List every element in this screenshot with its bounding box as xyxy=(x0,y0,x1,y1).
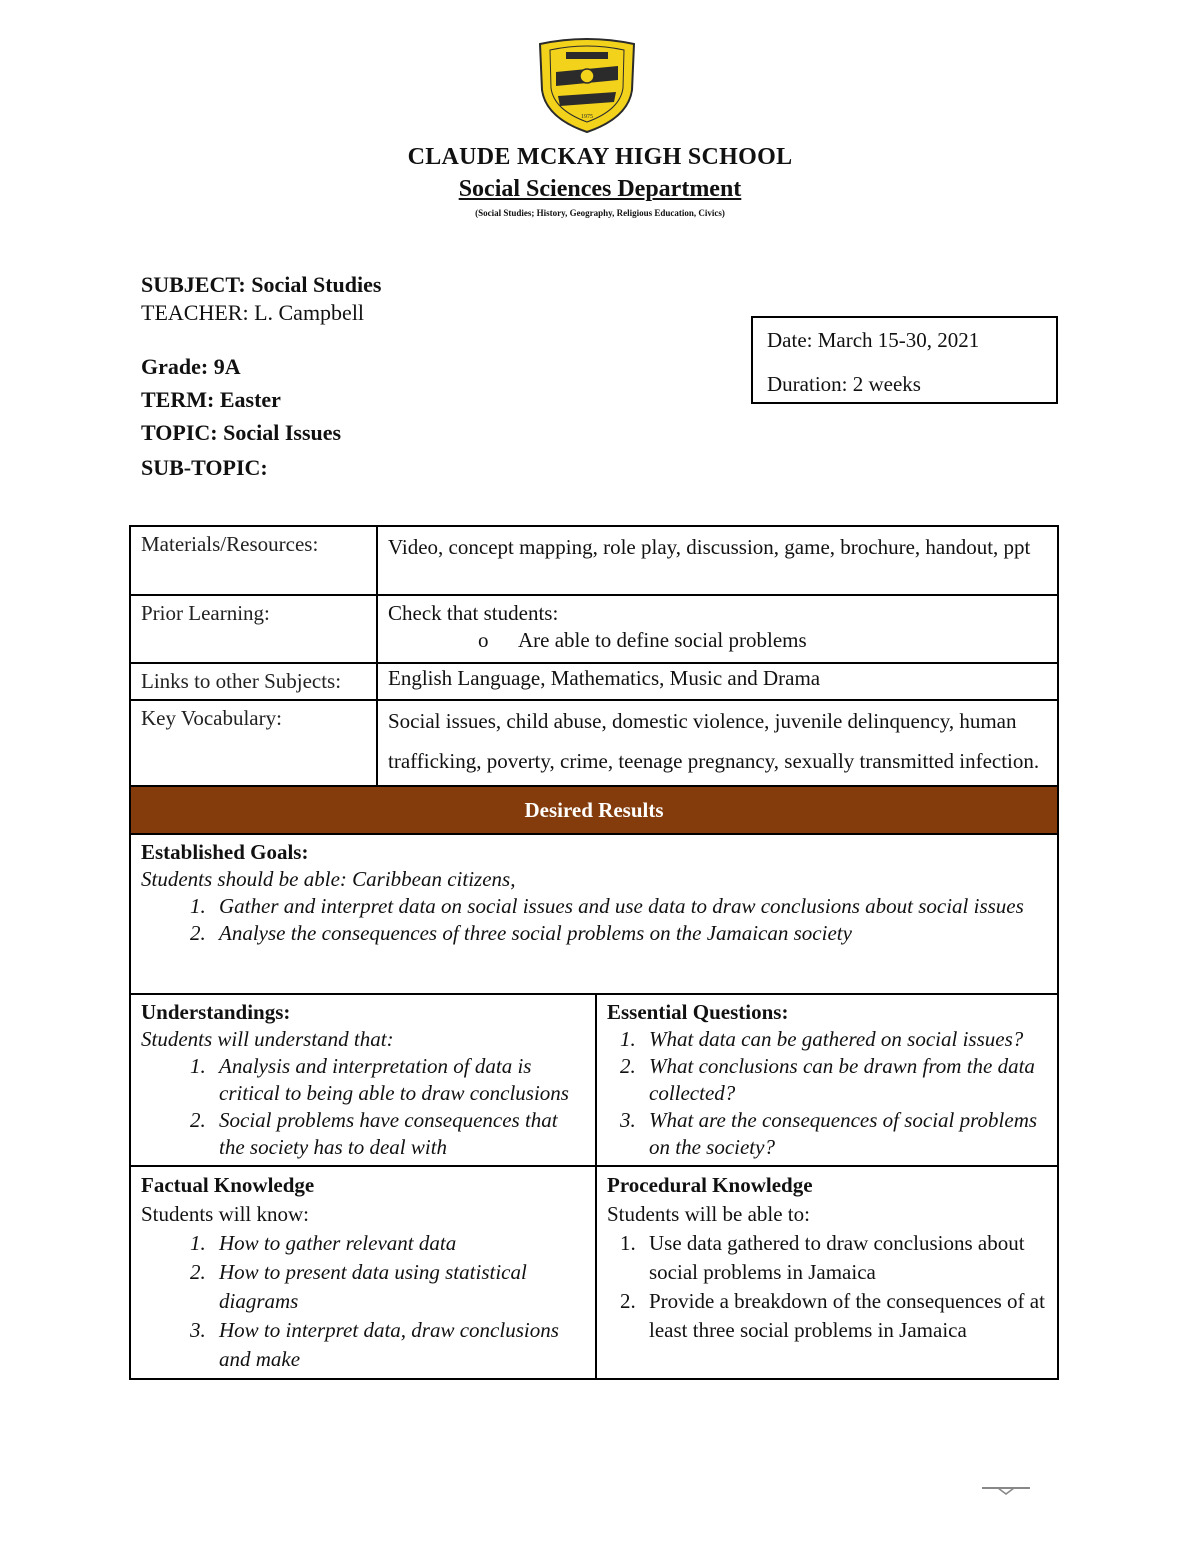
prior-bullet-text: Are able to define social problems xyxy=(518,628,807,652)
subject-line xyxy=(141,272,381,298)
goals-title: Established Goals: xyxy=(141,840,309,864)
question-item: 2. What conclusions can be drawn from the data collected? xyxy=(641,1053,1047,1107)
factual-item: 3. How to interpret data, draw conclusions and make xyxy=(211,1316,585,1374)
materials-value: Video, concept mapping, role play, discussion, game, brochure, handout, ppt xyxy=(377,526,1058,595)
understandings-cell xyxy=(130,994,596,1166)
vocab-label: Key Vocabulary: xyxy=(130,700,377,786)
factual-list xyxy=(141,1229,585,1374)
question-item: 1. What data can be gathered on social issues? xyxy=(641,1026,1047,1053)
topic-value: Social Issues xyxy=(223,420,342,445)
factual-title: Factual Knowledge xyxy=(141,1173,315,1197)
goals-list xyxy=(141,893,1047,947)
understandings-title: Understandings: xyxy=(141,1000,291,1024)
links-row xyxy=(130,663,1058,700)
links-label: Links to other Subjects: xyxy=(130,663,377,700)
procedural-title: Procedural Knowledge xyxy=(607,1173,813,1197)
goals-intro: Students should be able: Caribbean citizens, xyxy=(141,867,516,891)
teacher-value: L. Campbell xyxy=(254,300,365,325)
grade-value: 9A xyxy=(213,354,241,379)
topic-label: TOPIC: xyxy=(141,420,218,445)
school-crest-logo xyxy=(536,38,638,134)
desired-results-heading: Desired Results xyxy=(130,786,1058,834)
grade-line xyxy=(141,354,241,380)
subject-label: SUBJECT: xyxy=(141,272,246,297)
teacher-line xyxy=(141,300,364,326)
department-title: Social Sciences Department xyxy=(458,176,742,202)
subject-value: Social Studies xyxy=(251,272,382,297)
understandings-intro: Students will understand that: xyxy=(141,1027,394,1051)
factual-cell xyxy=(130,1166,596,1379)
factual-item: 2. How to present data using statistical diagrams xyxy=(211,1258,585,1316)
links-value: English Language, Mathematics, Music and Drama xyxy=(377,663,1058,700)
grade-label: Grade: xyxy=(141,354,209,379)
understanding-item: 2. Social problems have consequences that the society has to deal with xyxy=(211,1107,585,1161)
prior-cell xyxy=(377,595,1058,663)
prior-intro: Check that students: xyxy=(388,601,559,625)
questions-list xyxy=(607,1026,1047,1161)
procedural-list xyxy=(607,1229,1047,1345)
prior-learning-row xyxy=(130,595,1058,663)
footer-watermark-icon xyxy=(980,1480,1032,1496)
duration-text: Duration: 2 weeks xyxy=(767,372,921,396)
goals-cell xyxy=(130,834,1058,994)
factual-item: 1. How to gather relevant data xyxy=(211,1229,585,1258)
understanding-item: 1. Analysis and interpretation of data is critical to being able to draw conclusions xyxy=(211,1053,585,1107)
bullet-marker: o xyxy=(478,628,489,652)
materials-label: Materials/Resources: xyxy=(130,526,377,595)
materials-row xyxy=(130,526,1058,595)
goal-item: 2. Analyse the consequences of three social problems on the Jamaican society xyxy=(211,920,1047,947)
term-label: TERM: xyxy=(141,387,215,412)
topic-line xyxy=(141,420,341,446)
established-goals-row xyxy=(130,834,1058,994)
procedural-item: 1. Use data gathered to draw conclusions about social problems in Jamaica xyxy=(641,1229,1047,1287)
understandings-questions-row xyxy=(130,994,1058,1166)
goal-item: 1. Gather and interpret data on social issues and use data to draw conclusions about social issues xyxy=(211,893,1047,920)
factual-intro: Students will know: xyxy=(141,1202,310,1226)
term-value: Easter xyxy=(219,387,281,412)
understandings-list xyxy=(141,1053,585,1161)
knowledge-row xyxy=(130,1166,1058,1379)
term-line xyxy=(141,387,281,413)
procedural-item: 2. Provide a breakdown of the consequences of at least three social problems in Jamaica xyxy=(641,1287,1047,1345)
prior-label: Prior Learning: xyxy=(130,595,377,663)
subtopic-line xyxy=(141,455,268,481)
date-text: Date: March 15-30, 2021 xyxy=(767,328,980,352)
procedural-cell xyxy=(596,1166,1058,1379)
vocab-value: Social issues, child abuse, domestic violence, juvenile delinquency, human trafficking, poverty, crime, teenage pregnancy, sexually transmitted infection. xyxy=(377,700,1058,786)
teacher-label: TEACHER: xyxy=(141,300,249,325)
lesson-plan-table xyxy=(129,525,1059,1380)
question-item: 3. What are the consequences of social problems on the society? xyxy=(641,1107,1047,1161)
department-subjects: (Social Studies; History, Geography, Religious Education, Civics) xyxy=(475,208,725,218)
questions-cell xyxy=(596,994,1058,1166)
date-duration-box xyxy=(751,316,1058,404)
crest-year: 1975 xyxy=(581,114,593,120)
questions-title: Essential Questions: xyxy=(607,1000,789,1024)
prior-bullet-item xyxy=(388,627,1047,654)
procedural-intro: Students will be able to: xyxy=(607,1202,810,1226)
school-name: CLAUDE MCKAY HIGH SCHOOL xyxy=(407,144,793,170)
desired-results-row xyxy=(130,786,1058,834)
subtopic-label: SUB-TOPIC: xyxy=(141,455,268,480)
vocabulary-row xyxy=(130,700,1058,786)
